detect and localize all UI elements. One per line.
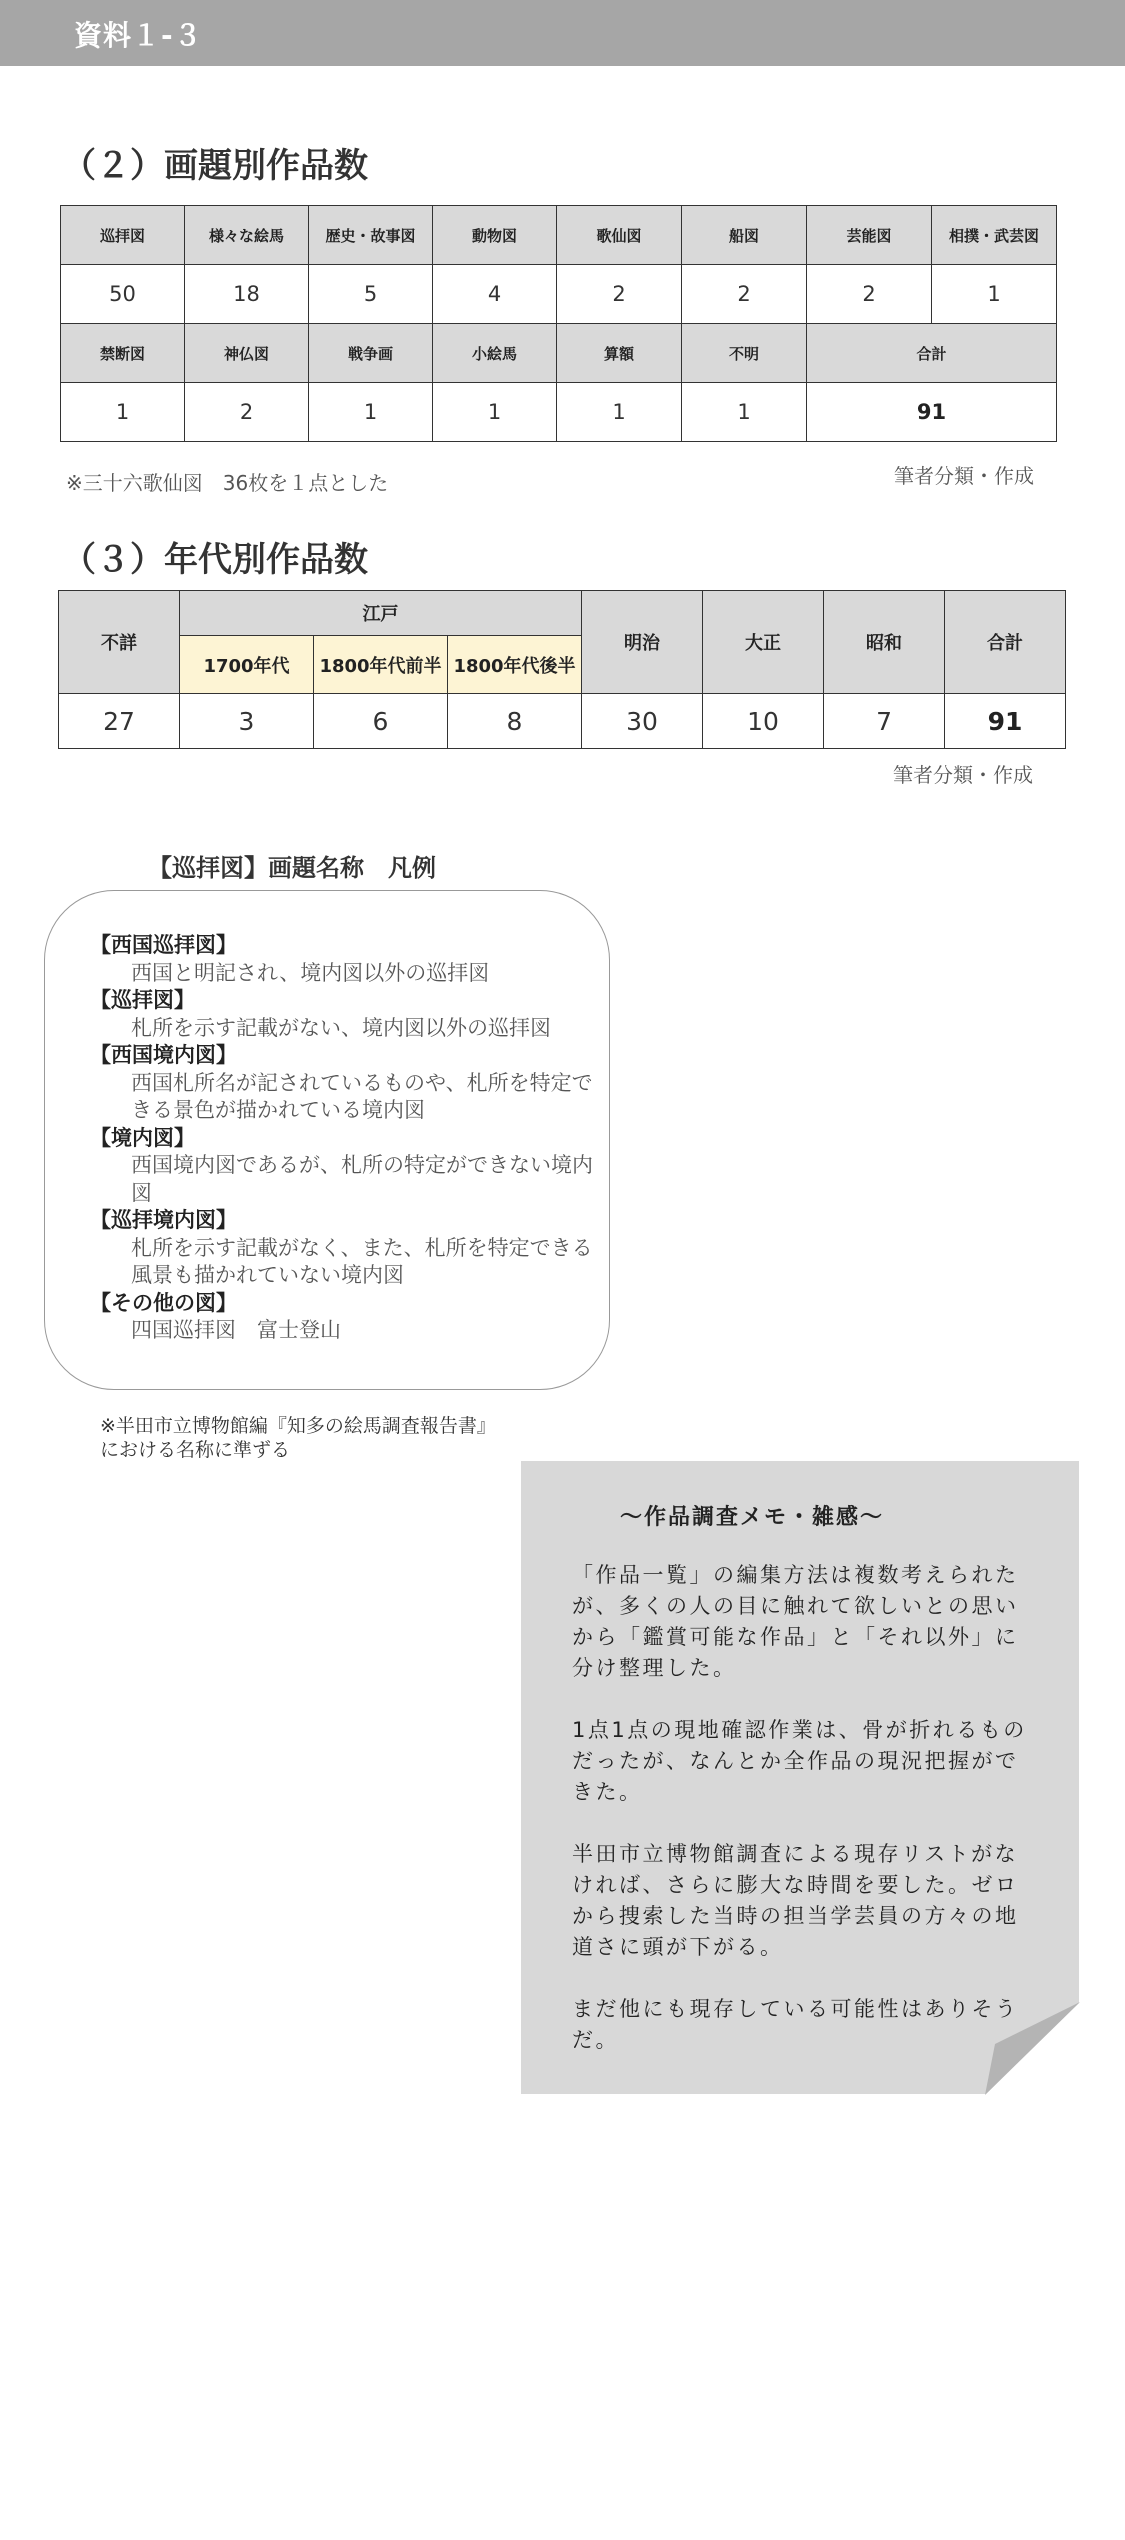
memo-title: 〜作品調査メモ・雑感〜: [620, 1505, 885, 1530]
table-header-cell: 芸能図: [807, 206, 932, 265]
header-showa: 昭和: [824, 591, 945, 694]
table-value-cell: 6: [314, 694, 448, 749]
section3-title: （３）年代別作品数: [62, 540, 368, 580]
table-header-cell: 歌仙図: [557, 206, 682, 265]
table-header-cell: 神仏図: [185, 324, 309, 383]
table-value-cell: 8: [448, 694, 582, 749]
table-value-cell: 2: [682, 265, 807, 324]
table-header-cell: 船図: [682, 206, 807, 265]
table-value-cell: 1: [61, 383, 185, 442]
table-value-cell: 1: [309, 383, 433, 442]
header-meiji: 明治: [582, 591, 703, 694]
table-value-cell: 30: [582, 694, 703, 749]
table-value-cell: 18: [185, 265, 309, 324]
table-value-total: 91: [807, 383, 1057, 442]
legend-item-head: 【巡拝境内図】: [90, 1208, 237, 1232]
table-value-cell: 2: [185, 383, 309, 442]
footnote-line: ※半田市立博物館編『知多の絵馬調査報告書』: [100, 1415, 496, 1437]
table-header-cell: 小絵馬: [433, 324, 557, 383]
legend-item-desc: 西国と明記され、境内図以外の巡拝図: [131, 960, 490, 985]
table-header-cell: 様々な絵馬: [185, 206, 309, 265]
legend-footnote: [100, 1414, 496, 1462]
era-count-table: [58, 590, 1066, 749]
table-value-cell: 2: [557, 265, 682, 324]
legend-item-head: 【西国境内図】: [90, 1043, 237, 1067]
memo-paragraph: 1点1点の現地確認作業は、骨が折れるものだったが、なんとか全作品の現況把握ができた。: [572, 1718, 1027, 1804]
table-header-total: 合計: [807, 324, 1057, 383]
table-header-cell: 巡拝図: [61, 206, 185, 265]
memo-paragraph: まだ他にも現存している可能性はありそうだ。: [572, 1997, 1019, 2052]
table-value-total: 91: [945, 694, 1066, 749]
table-value-cell: 1: [433, 383, 557, 442]
legend-item-desc: 札所を示す記載がない、境内図以外の巡拝図: [131, 1015, 551, 1040]
footnote-line: における名称に準ずる: [100, 1439, 291, 1461]
header-1800s-early: 1800年代前半: [314, 636, 448, 694]
table-value-cell: 1: [682, 383, 807, 442]
table-value-cell: 2: [807, 265, 932, 324]
table-value-cell: 10: [703, 694, 824, 749]
legend-item-desc: 札所を示す記載がなく、また、札所を特定できる風景も描かれていない境内図: [131, 1235, 593, 1287]
table-header-cell: 戦争画: [309, 324, 433, 383]
table-value-cell: 50: [61, 265, 185, 324]
legend-title: 【巡拝図】画題名称 凡例: [148, 854, 436, 882]
header-unknown: 不詳: [59, 591, 180, 694]
section2-note: ※三十六歌仙図 36枚を１点とした: [66, 471, 389, 495]
legend-list: [90, 932, 605, 1345]
subject-count-table: [60, 205, 1057, 442]
table-header-cell: 歴史・故事図: [309, 206, 433, 265]
table-value-cell: 7: [824, 694, 945, 749]
header-edo: 江戸: [180, 591, 582, 636]
page-title: 資料１-３: [74, 19, 203, 52]
header-taisho: 大正: [703, 591, 824, 694]
legend-item-head: 【その他の図】: [90, 1290, 237, 1315]
section2-title: （２）画題別作品数: [62, 146, 368, 186]
table-header-cell: 禁断図: [61, 324, 185, 383]
table-value-cell: 1: [932, 265, 1057, 324]
table-value-cell: 5: [309, 265, 433, 324]
memo-paragraph: 半田市立博物館調査による現存リストがなければ、さらに膨大な時間を要した。ゼロから捜索した当時の担当学芸員の方々の地道さに頭が下がる。: [572, 1842, 1019, 1959]
section2-source: 筆者分類・作成: [894, 464, 1034, 488]
header-bar: [0, 0, 1125, 66]
section3-source: 筆者分類・作成: [893, 763, 1033, 787]
legend-item-desc: 西国札所名が記されているものや、札所を特定できる景色が描かれている境内図: [131, 1070, 593, 1122]
memo-body: [572, 1560, 1027, 2087]
memo-paragraph: 「作品一覧」の編集方法は複数考えられたが、多くの人の目に触れて欲しいとの思いから「鑑賞可能な作品」と「それ以外」に分け整理した。: [572, 1563, 1019, 1680]
table-header-cell: 相撲・武芸図: [932, 206, 1057, 265]
header-1800s-late: 1800年代後半: [448, 636, 582, 694]
table-value-cell: 1: [557, 383, 682, 442]
table-value-cell: 27: [59, 694, 180, 749]
table-header-cell: 算額: [557, 324, 682, 383]
legend-item-desc: 四国巡拝図 富士登山: [131, 1318, 341, 1342]
legend-item-desc: 西国境内図であるが、札所の特定ができない境内図: [131, 1153, 593, 1205]
header-1700s: 1700年代: [180, 636, 314, 694]
table-header-cell: 不明: [682, 324, 807, 383]
table-value-cell: 4: [433, 265, 557, 324]
legend-item-head: 【境内図】: [90, 1125, 195, 1150]
legend-item-head: 【西国巡拝図】: [90, 933, 237, 957]
table-header-cell: 動物図: [433, 206, 557, 265]
legend-item-head: 【巡拝図】: [90, 988, 195, 1012]
table-value-cell: 3: [180, 694, 314, 749]
header-total: 合計: [945, 591, 1066, 694]
